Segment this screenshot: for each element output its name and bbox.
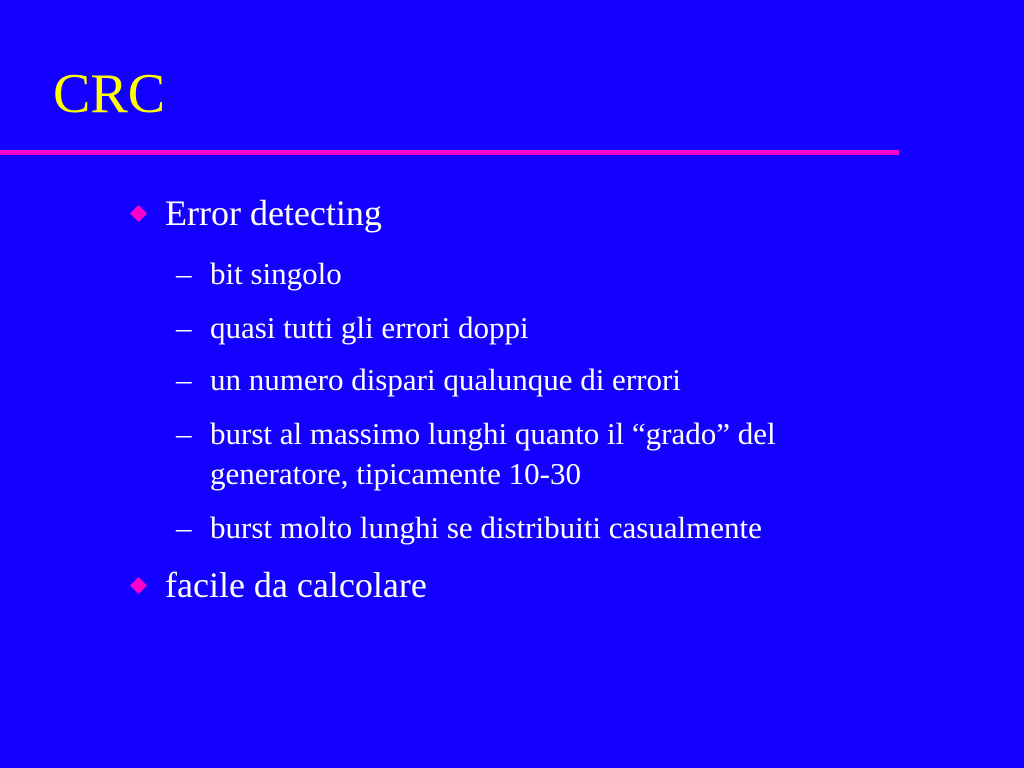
sub-item-label: burst molto lunghi se distribuiti casualmente (210, 510, 762, 545)
diamond-bullet-icon (130, 577, 147, 594)
dash-marker: – (176, 310, 192, 345)
bullet-item-label: Error detecting (165, 193, 382, 233)
sub-item-label: bit singolo (210, 256, 342, 291)
sub-item-label: burst al massimo lunghi quanto il “grado” del (210, 416, 776, 451)
diamond-bullet-icon (130, 205, 147, 222)
sub-item-label-continued: generatore, tipicamente 10-30 (210, 456, 581, 491)
dash-marker: – (176, 256, 192, 291)
sub-item-label: quasi tutti gli errori doppi (210, 310, 529, 345)
bullet-item-label: facile da calcolare (165, 565, 427, 605)
dash-marker: – (176, 510, 192, 545)
sub-item-label: un numero dispari qualunque di errori (210, 362, 681, 397)
dash-marker: – (176, 416, 192, 451)
dash-marker: – (176, 362, 192, 397)
slide-title: CRC (53, 63, 166, 125)
